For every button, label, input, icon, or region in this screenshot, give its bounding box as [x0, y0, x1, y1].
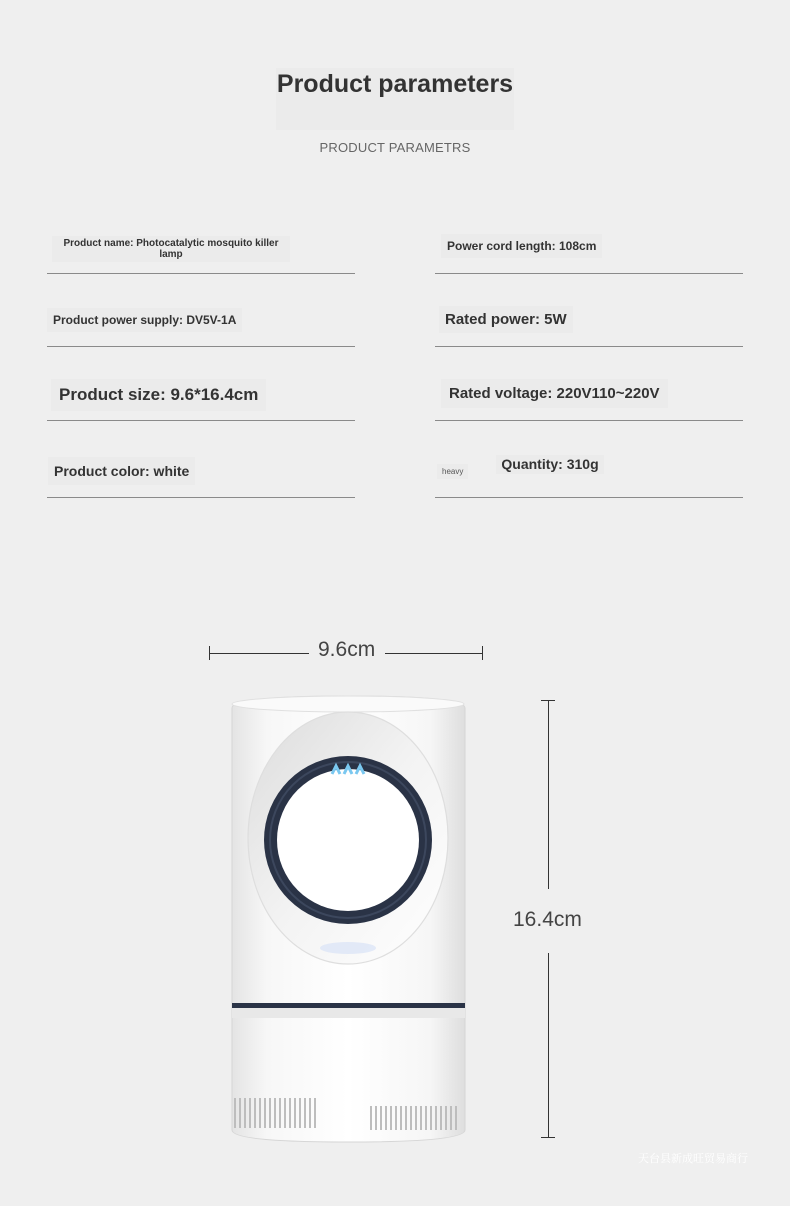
- height-dimension-line: [548, 953, 549, 1137]
- param-heavy-label: heavy: [437, 464, 468, 479]
- param-product-name: Product name: Photocatalytic mosquito killer lamp: [52, 236, 290, 262]
- divider: [47, 420, 355, 421]
- page-subtitle: PRODUCT PARAMETRS: [319, 140, 471, 155]
- title-box: [276, 68, 514, 130]
- param-product-size: Product size: 9.6*16.4cm: [51, 379, 266, 411]
- divider: [435, 497, 743, 498]
- mosquito-lamp-image: [220, 690, 480, 1150]
- param-rated-power: Rated power: 5W: [439, 306, 573, 333]
- param-power-supply: Product power supply: DV5V-1A: [47, 308, 242, 332]
- divider: [435, 420, 743, 421]
- height-dimension-line: [548, 700, 549, 889]
- param-quantity: Quantity: 310g: [496, 455, 604, 474]
- divider: [47, 273, 355, 274]
- footer-shop-name: 天台县新成旺贸易商行: [638, 1153, 748, 1165]
- param-product-color: Product color: white: [48, 457, 195, 485]
- height-label: 16.4cm: [513, 908, 582, 931]
- divider: [47, 346, 355, 347]
- height-tick: [541, 1137, 555, 1138]
- param-rated-voltage: Rated voltage: 220V110~220V: [441, 379, 668, 408]
- width-tick: [482, 646, 483, 660]
- width-tick: [209, 646, 210, 660]
- width-label: 9.6cm: [318, 638, 376, 661]
- width-dimension-line: [209, 653, 309, 654]
- divider: [435, 273, 743, 274]
- width-dimension-line: [385, 653, 483, 654]
- page-title: Product parameters: [276, 70, 514, 98]
- param-power-cord: Power cord length: 108cm: [441, 234, 602, 258]
- divider: [47, 497, 355, 498]
- divider: [435, 346, 743, 347]
